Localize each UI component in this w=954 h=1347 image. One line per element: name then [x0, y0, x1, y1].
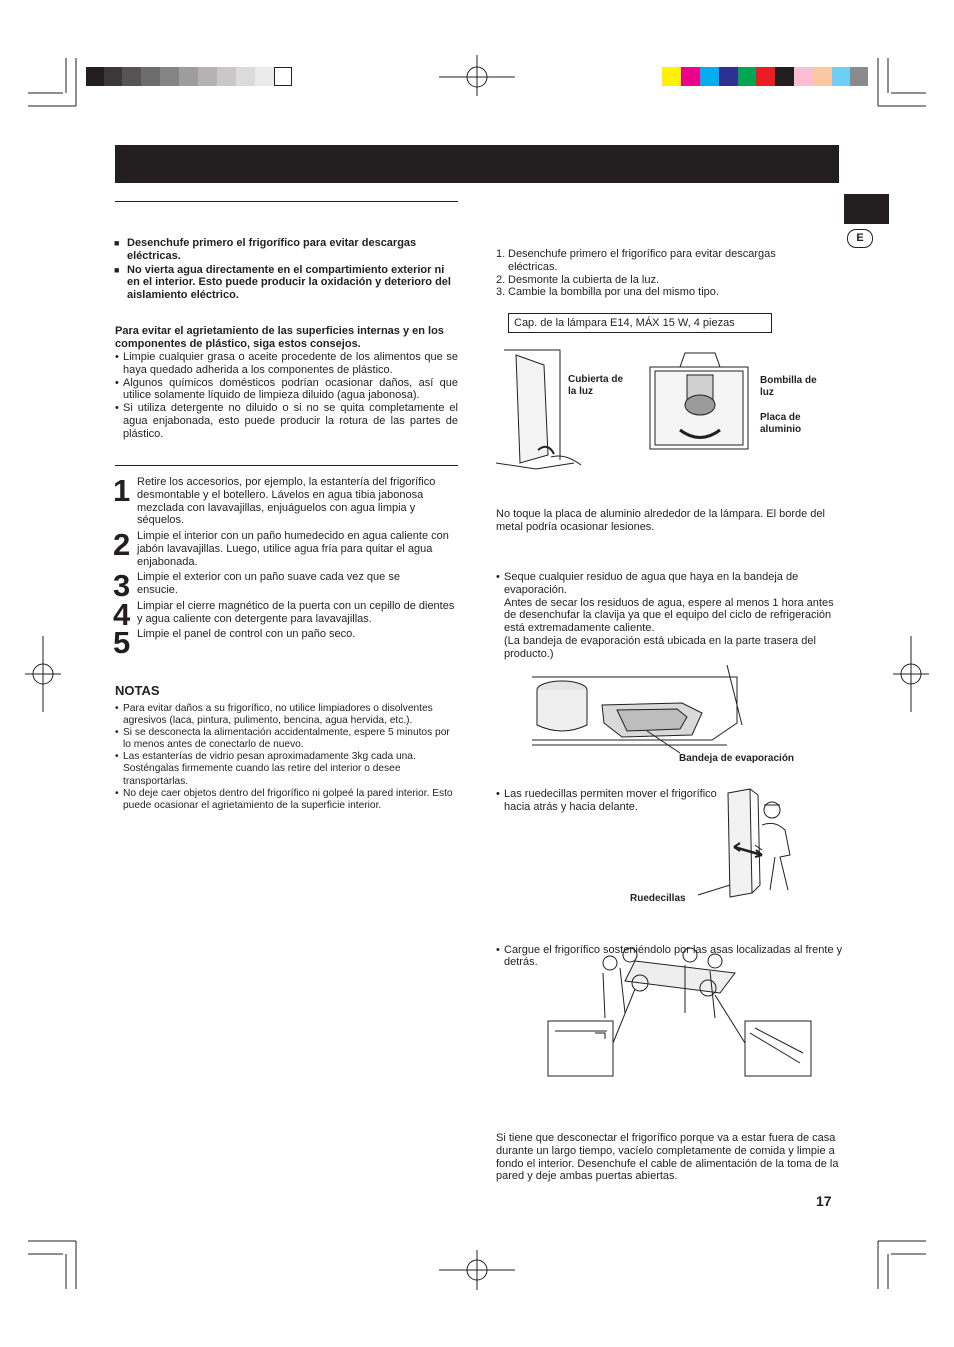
lamp-step-text: Desmonte la cubierta de la luz.	[508, 273, 660, 286]
step-number: 5	[113, 625, 131, 660]
step-number: 2	[113, 527, 131, 562]
color-swatch	[756, 67, 775, 86]
gray-swatch	[160, 67, 179, 86]
carry-bullet: • Cargue el frigorífico sosteniéndolo por las asas localizadas al frente y detrás.	[496, 944, 849, 970]
page-number: 17	[816, 1193, 832, 1209]
lamp-steps	[496, 248, 816, 299]
notes-title: NOTAS	[115, 683, 160, 698]
lamp-spec-box: Cap. de la lámpara E14, MÁX 15 W, 4 piezas	[508, 313, 772, 333]
gray-swatch	[236, 67, 255, 86]
color-swatch	[719, 67, 738, 86]
plate-warning: No toque la placa de aluminio alrededor de la lámpara. El borde del metal podría ocasionar lesiones.	[496, 508, 825, 533]
step-text: Limpie el interior con un paño humedecido en agua caliente con jabón lavavajillas. Luego, utilice agua fría para quitar el agua enjabonada.	[137, 530, 449, 568]
lamp-step-number: 1.	[496, 248, 506, 260]
plastic-tip: • Algunos químicos domésticos podrían ocasionar daños, así que utilice solamente líquido de limpieza diluido (agua jabonosa).	[115, 377, 458, 403]
language-tab-block	[844, 194, 889, 224]
tray-location: (La bandeja de evaporación está ubicada en la parte trasera del producto.)	[504, 634, 816, 660]
lamp-step-number: 3.	[496, 286, 506, 299]
gray-swatch	[274, 67, 292, 86]
bulb-illustration	[640, 345, 760, 460]
gray-swatch	[198, 67, 217, 86]
lamp-step	[496, 248, 816, 274]
color-swatch	[700, 67, 719, 86]
lamp-step	[496, 274, 816, 287]
label-casters: Ruedecillas	[630, 893, 686, 904]
label-light-cover: Cubierta de la luz	[568, 374, 624, 397]
tray-bullet: • Seque cualquier residuo de agua que haya en la bandeja de evaporación.	[496, 571, 841, 597]
lamp-step-number: 2.	[496, 273, 506, 286]
carry-illustration	[545, 943, 815, 1078]
gray-swatch	[255, 67, 274, 86]
warning-item: ■ No vierta agua directamente en el compartimiento exterior ni en el interior. Esto puede producir la oxidación y deterioro del aislamiento eléctrico.	[127, 264, 460, 302]
gray-swatch	[104, 67, 122, 86]
language-badge: E	[847, 229, 873, 248]
color-swatch	[681, 67, 700, 86]
gray-swatch	[179, 67, 198, 86]
left-divider-top	[115, 201, 458, 202]
label-aluminum-plate: Placa de aluminio	[760, 412, 802, 435]
plastic-heading: Para evitar el agrietamiento de las superficies internas y en los componentes de plástico, siga estos consejos.	[115, 325, 444, 350]
gray-swatch	[141, 67, 160, 86]
color-swatch	[775, 67, 794, 86]
plastic-tip: • Limpie cualquier grasa o aceite procedente de los alimentos que se haya quedado adherida a los componentes de plástico.	[115, 351, 458, 377]
away-text: Si tiene que desconectar el frigorífico porque va a estar fuera de casa durante un largo tiempo, vacíelo completamente de comida y limpie a fondo el interior. Desenchufe el cable de alimentación de la toma de la pared y deje ambas puertas abiertas.	[496, 1132, 839, 1183]
gray-swatch	[122, 67, 141, 86]
left-divider-mid	[115, 465, 458, 466]
label-evaporation-tray: Bandeja de evaporación	[679, 753, 795, 764]
step-number: 1	[113, 473, 131, 508]
color-swatch	[832, 67, 850, 86]
note-item: • Las estanterías de vidrio pesan aproximadamente 3kg cada una. Sosténgalas firmemente cuando las retire del interior o desee transportarlas.	[115, 751, 455, 787]
lamp-step	[496, 286, 816, 299]
plastic-tip: • Si utiliza detergente no diluido o si no se quita completamente el agua enjabonada, esto puede producir la rotura de las partes de plástico.	[115, 402, 458, 440]
note-item: • Para evitar daños a su frigorífico, no utilice limpiadores o disolventes agresivos (laca, pintura, pulimento, bencina, agua hervida, etc.).	[115, 703, 455, 727]
step-text: Limpie el panel de control con un paño seco.	[137, 628, 356, 640]
tray-section	[496, 571, 841, 661]
step-number: 3	[113, 568, 131, 603]
warning-list	[127, 237, 460, 302]
evaporation-tray-illustration	[532, 665, 747, 760]
notes-list	[115, 703, 455, 812]
light-cover-illustration	[496, 345, 586, 480]
gray-swatch	[86, 67, 104, 86]
step-text: Limpie el exterior con un paño suave cada vez que se ensucie.	[137, 571, 400, 596]
label-bulb: Bombilla de luz	[760, 375, 817, 398]
casters-illustration	[690, 785, 815, 905]
color-swatch	[813, 67, 832, 86]
lamp-step-text: Desenchufe primero el frigorífico para evitar descargas eléctricas.	[508, 248, 776, 273]
color-swatch	[738, 67, 756, 86]
step-text: Limpiar el cierre magnético de la puerta con un cepillo de dientes y agua caliente con detergente para lavavajillas.	[137, 600, 455, 625]
gray-swatch	[217, 67, 236, 86]
note-item: • Si se desconecta la alimentación accidentalmente, espere 5 minutos por lo menos antes de conectarlo de nuevo.	[115, 727, 455, 751]
note-item: • No deje caer objetos dentro del frigorífico ni golpeé la pared interior. Esto puede ocasionar el agrietamiento de la superficie interior.	[115, 788, 455, 812]
tray-detail: Antes de secar los residuos de agua, espere al menos 1 hora antes de desenchufar la clavija ya que el equipo del ciclo de refrigeración está extremadamente caliente.	[504, 596, 834, 635]
color-swatch	[662, 67, 681, 86]
lamp-step-text: Cambie la bombilla por una del mismo tipo.	[508, 286, 719, 299]
color-swatch	[794, 67, 813, 86]
header-bar	[115, 145, 839, 183]
casters-bullet: • Las ruedecillas permiten mover el frigorífico hacia atrás y hacia delante.	[496, 788, 719, 814]
color-swatch	[850, 67, 868, 86]
warning-item: ■ Desenchufe primero el frigorífico para evitar descargas eléctricas.	[127, 237, 460, 263]
step-number: 4	[113, 597, 131, 632]
step-text: Retire los accesorios, por ejemplo, la estantería del frigorífico desmontable y el botellero. Lávelos en agua tibia jabonosa mezclada con lavavajillas, enjuáguelos con agua limpia y séquelos.	[137, 476, 436, 527]
plastic-tips	[115, 351, 458, 441]
